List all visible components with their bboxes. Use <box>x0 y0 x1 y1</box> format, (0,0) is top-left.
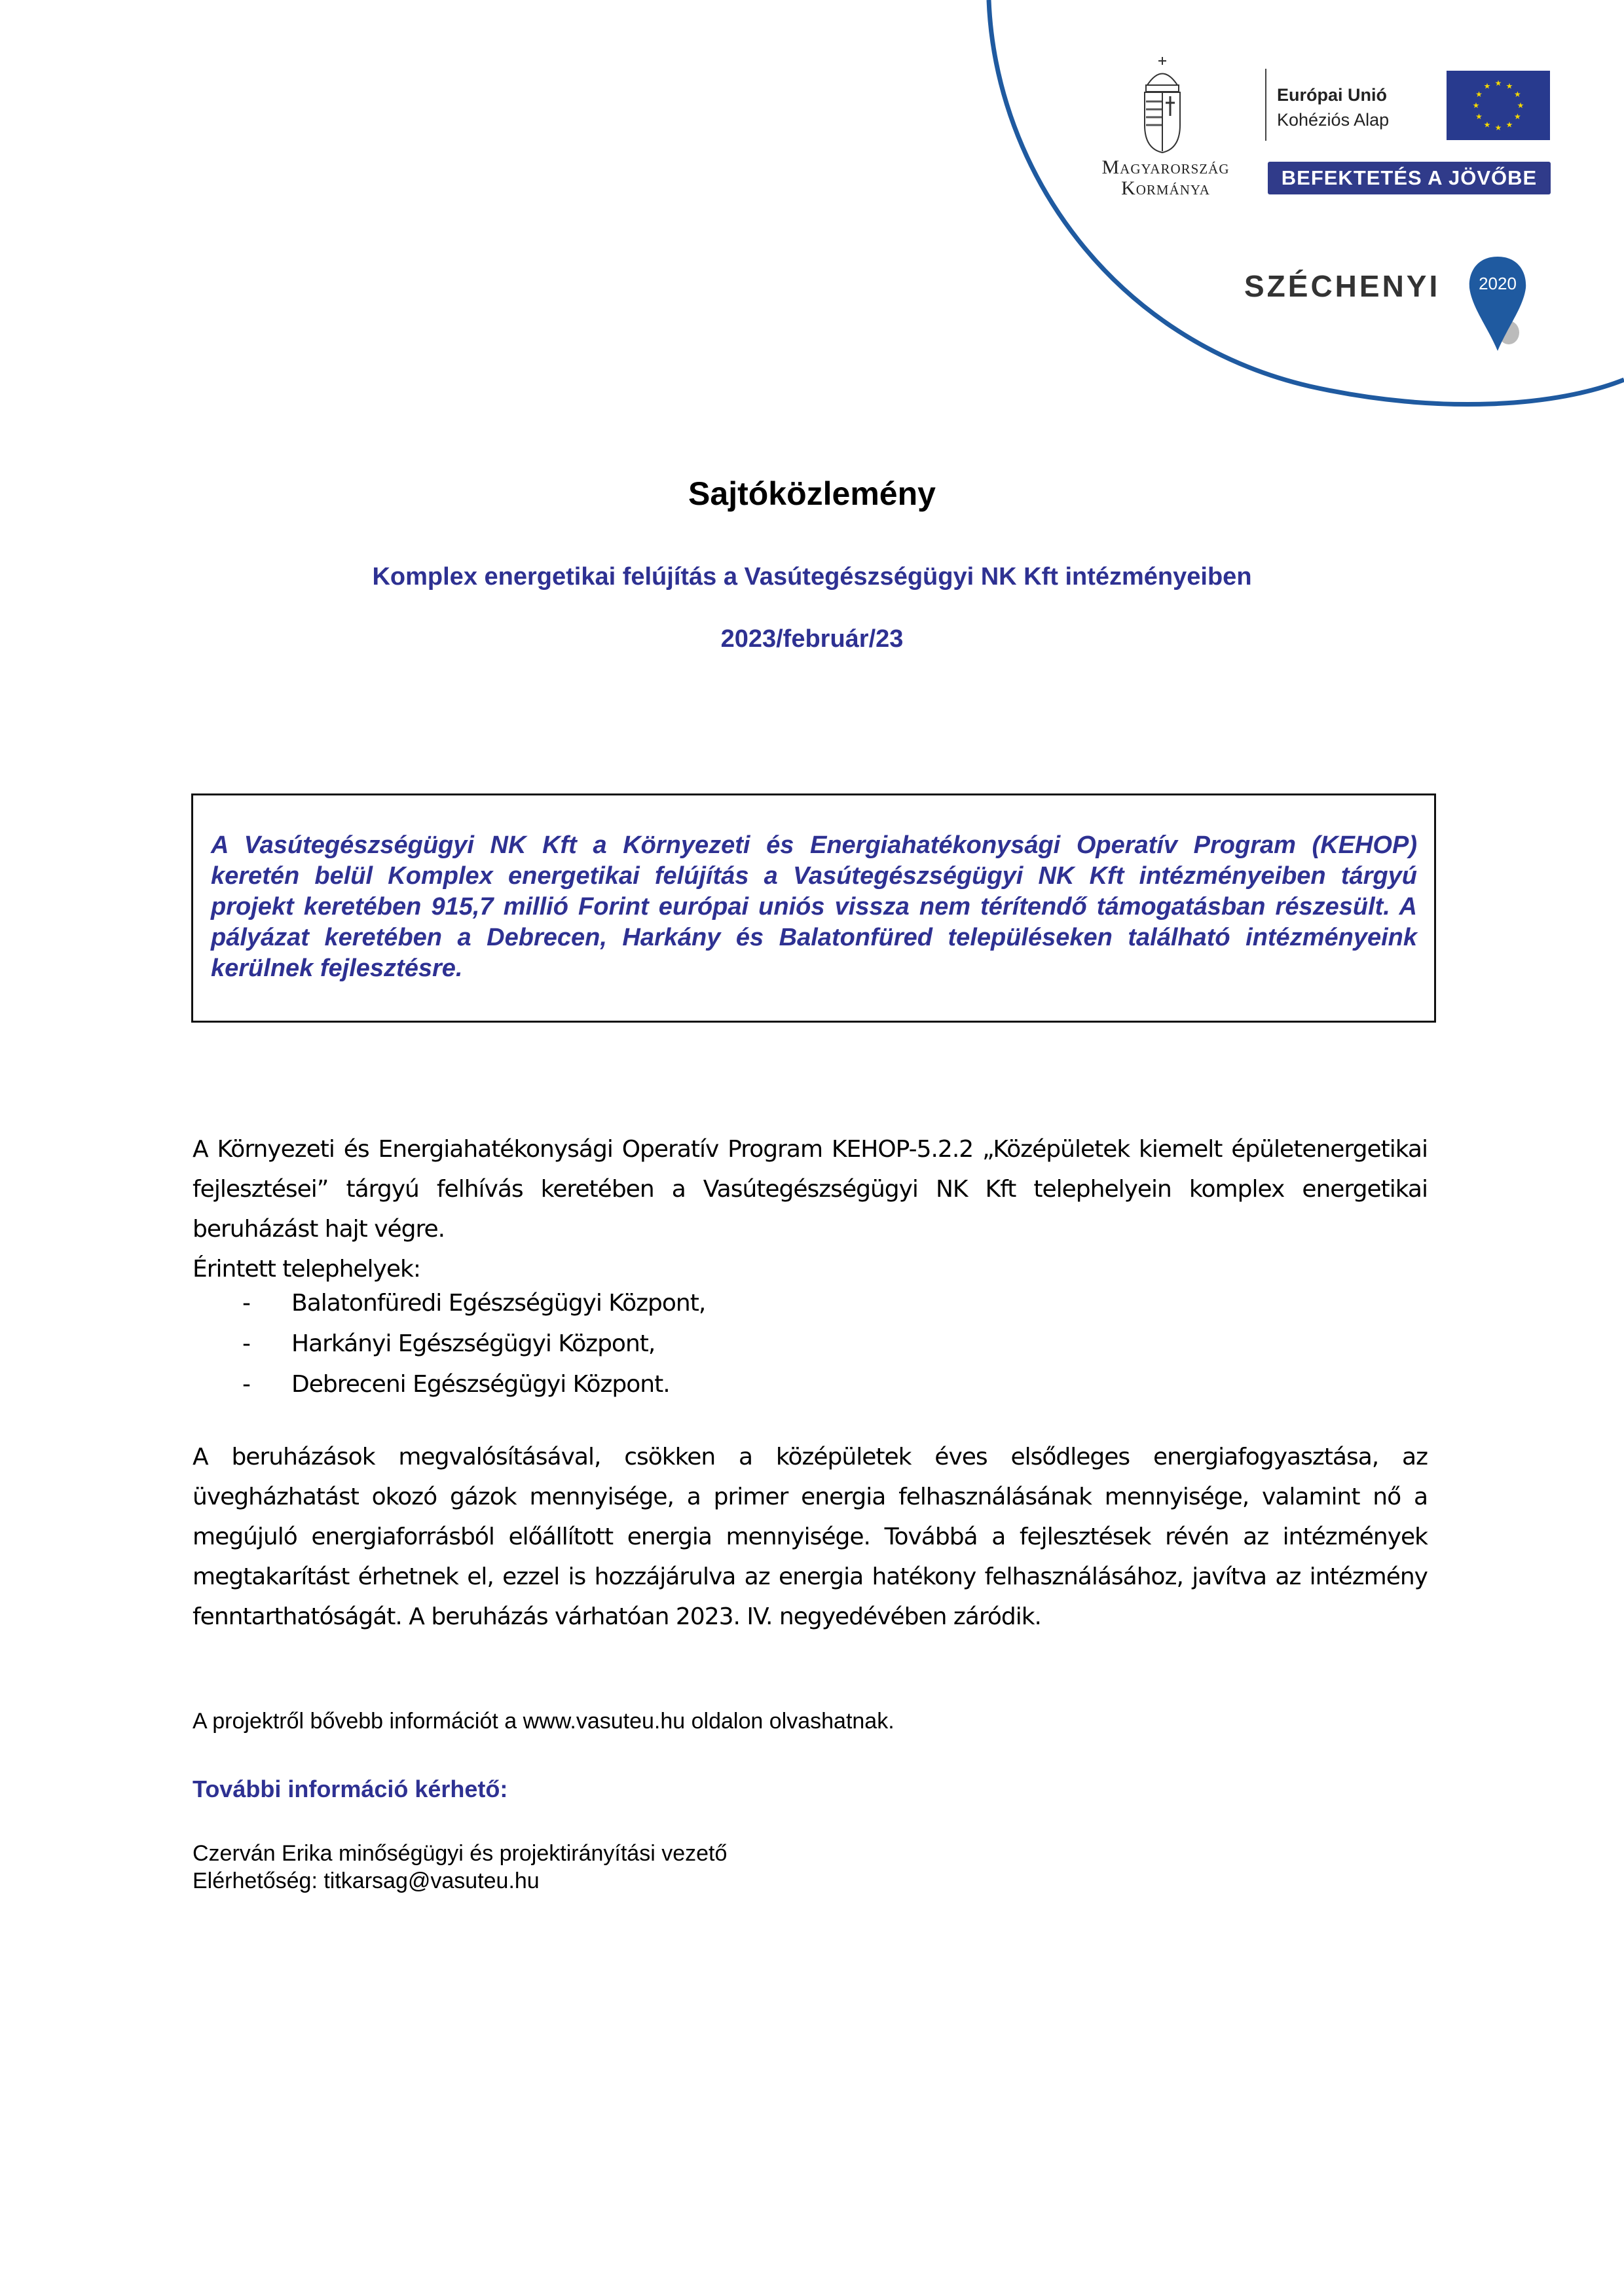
info-suffix: oldalon olvashatnak. <box>685 1709 895 1734</box>
eu-star-icon: ★ <box>1514 112 1521 121</box>
eu-star-icon: ★ <box>1505 81 1513 91</box>
bullet: - <box>242 1330 250 1357</box>
eu-star-icon: ★ <box>1505 120 1513 130</box>
eu-name: Európai Unió <box>1277 85 1387 105</box>
slogan-banner: BEFEKTETÉS A JÖVŐBE <box>1268 162 1551 194</box>
eu-star-icon: ★ <box>1494 79 1502 88</box>
website-link[interactable]: www.vasuteu.hu <box>523 1709 686 1734</box>
list-item <box>242 1324 705 1364</box>
site-name: Harkányi Egészségügyi Központ, <box>291 1330 655 1357</box>
hungarian-coat-of-arms-icon <box>1139 56 1185 154</box>
gov-logo-line1: Magyarország <box>1101 156 1230 178</box>
eu-star-icon: ★ <box>1475 90 1483 99</box>
contact-name: Czerván Erika minőségügyi és projektirányítási vezető <box>193 1841 728 1866</box>
subtitle: Komplex energetikai felújítás a Vasútegészségügyi NK Kft intézményeiben <box>372 563 1252 591</box>
contact-block <box>193 1840 727 1895</box>
eu-star-icon: ★ <box>1472 101 1480 110</box>
decorative-arc <box>0 0 1624 458</box>
eu-star-icon: ★ <box>1514 90 1521 99</box>
eu-star-icon: ★ <box>1517 101 1524 110</box>
summary-text: A Vasútegészségügyi NK Kft a Környezeti és Energiahatékonysági Operatív Program (KEHOP) keretén belül Komplex energetikai felújítás a Vasútegészségügyi NK Kft intézményeiben tárgyú projekt keretében 915,7 millió Forint európai uniós vissza nem térítendő támogatásban részesült. A pályázat keretében a Debrecen, Harkány és Balatonfüred településeken található intézményeink kerülnek fejlesztésre. <box>211 831 1417 982</box>
contact-email-link[interactable]: titkarsag@vasuteu.hu <box>323 1868 540 1893</box>
info-prefix: A projektről bővebb információt a <box>193 1709 523 1734</box>
list-item <box>242 1283 705 1324</box>
logo-divider <box>1265 69 1266 141</box>
location-pin-icon <box>1468 255 1527 352</box>
eu-star-icon: ★ <box>1475 112 1483 121</box>
bullet: - <box>242 1371 250 1398</box>
government-logo-text <box>1087 157 1244 199</box>
sites-label: Érintett telephelyek: <box>193 1256 420 1283</box>
eu-star-icon: ★ <box>1494 123 1502 132</box>
paragraph-1-text: A Környezeti és Energiahatékonysági Operatív Program KEHOP-5.2.2 „Középületek kiemelt épületenergetikai fejlesztései” tárgyú felhívás keretében a Vasútegészségügyi NK Kft telephelyein komplex energetikai beruházást hajt végre. <box>193 1136 1428 1243</box>
release-date: 2023/február/23 <box>720 625 904 653</box>
page-title: Sajtóközlemény <box>688 475 936 512</box>
info-line <box>193 1709 895 1734</box>
site-name: Balatonfüredi Egészségügyi Központ, <box>291 1290 706 1317</box>
eu-star-icon: ★ <box>1483 81 1491 91</box>
body-paragraph-2: A beruházások megvalósításával, csökken a középületek éves elsődleges energiafogyasztása, az üvegházhatást okozó gázok mennyisége, a primer energia felhasználásának mennyisége, valamint nő a megújuló energiaforrásból előállított energia mennyisége. Továbbá a fejlesztések révén az intézmények megtakarítást érhetnek el, ezzel is hozzájárulva az energia hatékony felhasználásához, javítva az intézmény fenntarthatóságát. A beruházás várhatóan 2023. IV. negyedévében záródik. <box>193 1444 1428 1630</box>
contact-label: Elérhetőség: <box>193 1868 324 1893</box>
eu-star-icon: ★ <box>1483 120 1491 130</box>
eu-flag-icon <box>1447 71 1550 140</box>
site-name: Debreceni Egészségügyi Központ. <box>291 1371 670 1398</box>
gov-logo-line2: Kormánya <box>1121 177 1210 199</box>
eu-fund: Kohéziós Alap <box>1277 110 1390 130</box>
program-name: SZÉCHENYI <box>1244 269 1441 303</box>
sites-list <box>242 1283 705 1405</box>
program-year: 2020 <box>1479 274 1517 293</box>
list-item <box>242 1364 705 1405</box>
bullet: - <box>242 1290 250 1317</box>
body-paragraph-1 <box>193 1129 1428 1289</box>
more-info-heading: További információ kérhető: <box>193 1776 508 1802</box>
